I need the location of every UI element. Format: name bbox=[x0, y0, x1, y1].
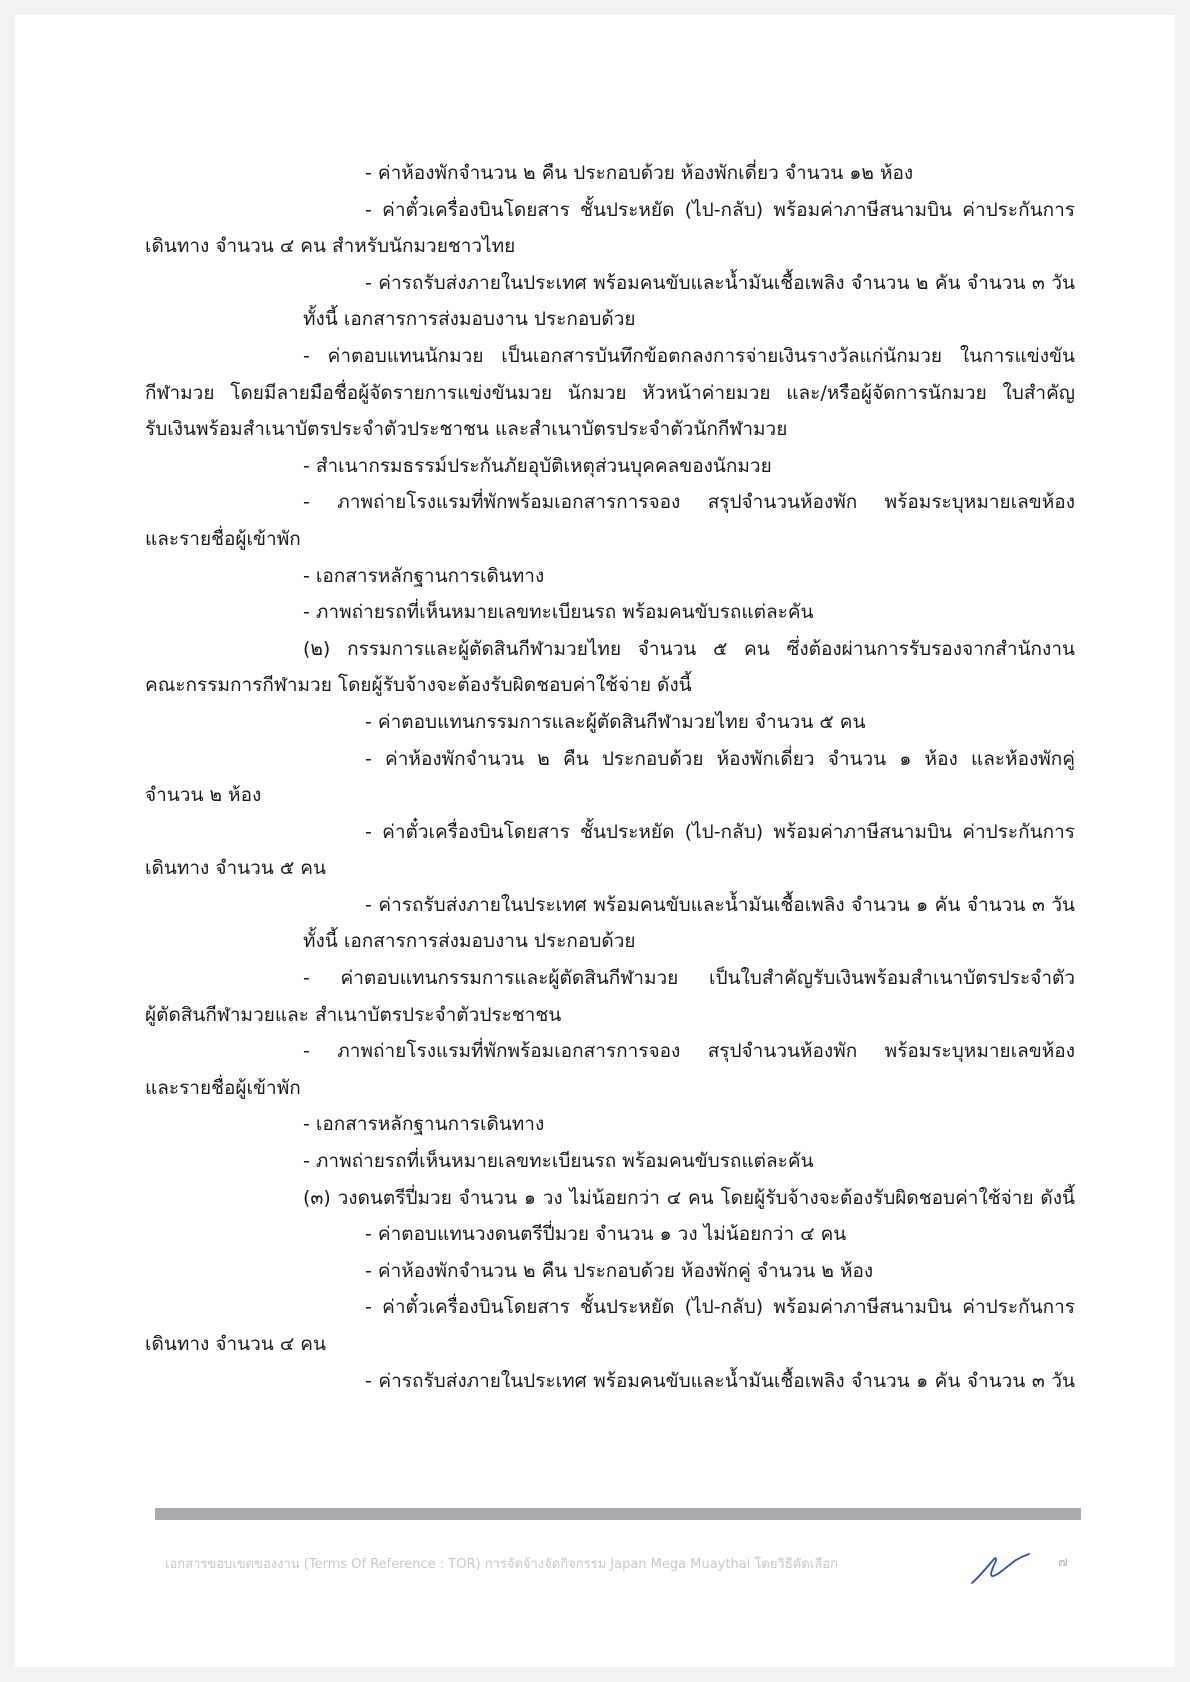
text-line: - ค่าห้องพักจำนวน ๒ คืน ประกอบด้วย ห้องพักเดี่ยว จำนวน ๑๒ ห้อง bbox=[365, 162, 914, 184]
text-line: - ค่าตอบแทนกรรมการและผู้ตัดสินกีฬามวย เป็นใบสำคัญรับเงินพร้อมสำเนาบัตรประจำตัว bbox=[303, 967, 1075, 990]
text-line: (๒) กรรมการและผู้ตัดสินกีฬามวยไทย จำนวน ๕ คน ซึ่งต้องผ่านการรับรองจากสำนักงาน bbox=[303, 637, 1075, 660]
page-number: ๗ bbox=[1058, 1555, 1068, 1570]
signature-icon bbox=[970, 1550, 1030, 1586]
text-line: (๓) วงดนตรีปี่มวย จำนวน ๑ วง ไม่น้อยกว่า ๔ คน โดยผู้รับจ้างจะต้องรับผิดชอบค่าใช้จ่าย ดังนี้ bbox=[303, 1186, 1075, 1209]
text-line: - เอกสารหลักฐานการเดินทาง bbox=[303, 1113, 545, 1136]
text-line: คณะกรรมการกีฬามวย โดยผู้รับจ้างจะต้องรับผิดชอบค่าใช้จ่าย ดังนี้ bbox=[145, 674, 692, 697]
text-line: - ค่ารถรับส่งภายในประเทศ พร้อมคนขับและน้ำมันเชื้อเพลิง จำนวน ๑ คัน จำนวน ๓ วัน bbox=[365, 1369, 1075, 1392]
document-body bbox=[145, 155, 1075, 1399]
text-line: ผู้ตัดสินกีฬามวยและ สำเนาบัตรประจำตัวประชาชน bbox=[145, 1003, 562, 1026]
text-line: - เอกสารหลักฐานการเดินทาง bbox=[303, 564, 545, 587]
footer-text: เอกสารขอบเขตของงาน (Terms Of Reference : TOR) การจัดจ้างจัดกิจกรรม Japan Mega Muaythai โดยวิธีคัดเลือก bbox=[165, 1557, 838, 1572]
footer-divider bbox=[155, 1508, 1081, 1520]
document-page bbox=[15, 15, 1175, 1667]
text-line: จำนวน ๒ ห้อง bbox=[145, 784, 262, 807]
text-line: - ค่ารถรับส่งภายในประเทศ พร้อมคนขับและน้ำมันเชื้อเพลิง จำนวน ๑ คัน จำนวน ๓ วัน bbox=[365, 893, 1075, 916]
text-line: - ภาพถ่ายโรงแรมที่พักพร้อมเอกสารการจอง สรุปจำนวนห้องพัก พร้อมระบุหมายเลขห้อง bbox=[303, 491, 1075, 514]
text-line: ทั้งนี้ เอกสารการส่งมอบงาน ประกอบด้วย bbox=[303, 930, 636, 953]
text-line: - ค่าตั๋วเครื่องบินโดยสาร ชั้นประหยัด (ไป-กลับ) พร้อมค่าภาษีสนามบิน ค่าประกันการ bbox=[365, 198, 1075, 221]
text-line: รับเงินพร้อมสำเนาบัตรประจำตัวประชาชน และสำเนาบัตรประจำตัวนักกีฬามวย bbox=[145, 418, 788, 441]
text-line: - ค่าตอบแทนวงดนตรีปี่มวย จำนวน ๑ วง ไม่น้อยกว่า ๔ คน bbox=[365, 1223, 847, 1246]
text-line: เดินทาง จำนวน ๔ คน bbox=[145, 1333, 326, 1355]
text-line: - ภาพถ่ายโรงแรมที่พักพร้อมเอกสารการจอง สรุปจำนวนห้องพัก พร้อมระบุหมายเลขห้อง bbox=[303, 1040, 1075, 1063]
text-line: เดินทาง จำนวน ๔ คน สำหรับนักมวยชาวไทย bbox=[145, 235, 516, 258]
text-line: - สำเนากรมธรรม์ประกันภัยอุบัติเหตุส่วนบุคคลของนักมวย bbox=[303, 454, 772, 477]
text-line: - ค่ารถรับส่งภายในประเทศ พร้อมคนขับและน้ำมันเชื้อเพลิง จำนวน ๒ คัน จำนวน ๓ วัน bbox=[365, 271, 1075, 294]
text-line: กีฬามวย โดยมีลายมือชื่อผู้จัดรายการแข่งขันมวย นักมวย หัวหน้าค่ายมวย และ/หรือผู้จัดการนักมวย ใบสำคัญ bbox=[145, 381, 1075, 404]
text-line: - ค่าตอบแทนกรรมการและผู้ตัดสินกีฬามวยไทย จำนวน ๕ คน bbox=[365, 710, 866, 733]
text-line: เดินทาง จำนวน ๕ คน bbox=[145, 857, 326, 880]
text-line: และรายชื่อผู้เข้าพัก bbox=[145, 1076, 301, 1099]
text-line: ทั้งนี้ เอกสารการส่งมอบงาน ประกอบด้วย bbox=[303, 308, 636, 331]
text-line: - ค่าห้องพักจำนวน ๒ คืน ประกอบด้วย ห้องพักคู่ จำนวน ๒ ห้อง bbox=[365, 1259, 874, 1282]
text-line: - ภาพถ่ายรถที่เห็นหมายเลขทะเบียนรถ พร้อมคนขับรถแต่ละคัน bbox=[303, 601, 814, 624]
text-line: - ภาพถ่ายรถที่เห็นหมายเลขทะเบียนรถ พร้อมคนขับรถแต่ละคัน bbox=[303, 1150, 814, 1173]
text-line: - ค่าห้องพักจำนวน ๒ คืน ประกอบด้วย ห้องพักเดี่ยว จำนวน ๑ ห้อง และห้องพักคู่ bbox=[365, 747, 1075, 770]
text-line: - ค่าตอบแทนนักมวย เป็นเอกสารบันทึกข้อตกลงการจ่ายเงินรางวัลแก่นักมวย ในการแข่งขัน bbox=[303, 344, 1075, 367]
text-line: - ค่าตั๋วเครื่องบินโดยสาร ชั้นประหยัด (ไป-กลับ) พร้อมค่าภาษีสนามบิน ค่าประกันการ bbox=[365, 1296, 1075, 1319]
text-line: - ค่าตั๋วเครื่องบินโดยสาร ชั้นประหยัด (ไป-กลับ) พร้อมค่าภาษีสนามบิน ค่าประกันการ bbox=[365, 820, 1075, 843]
text-line: และรายชื่อผู้เข้าพัก bbox=[145, 527, 301, 550]
